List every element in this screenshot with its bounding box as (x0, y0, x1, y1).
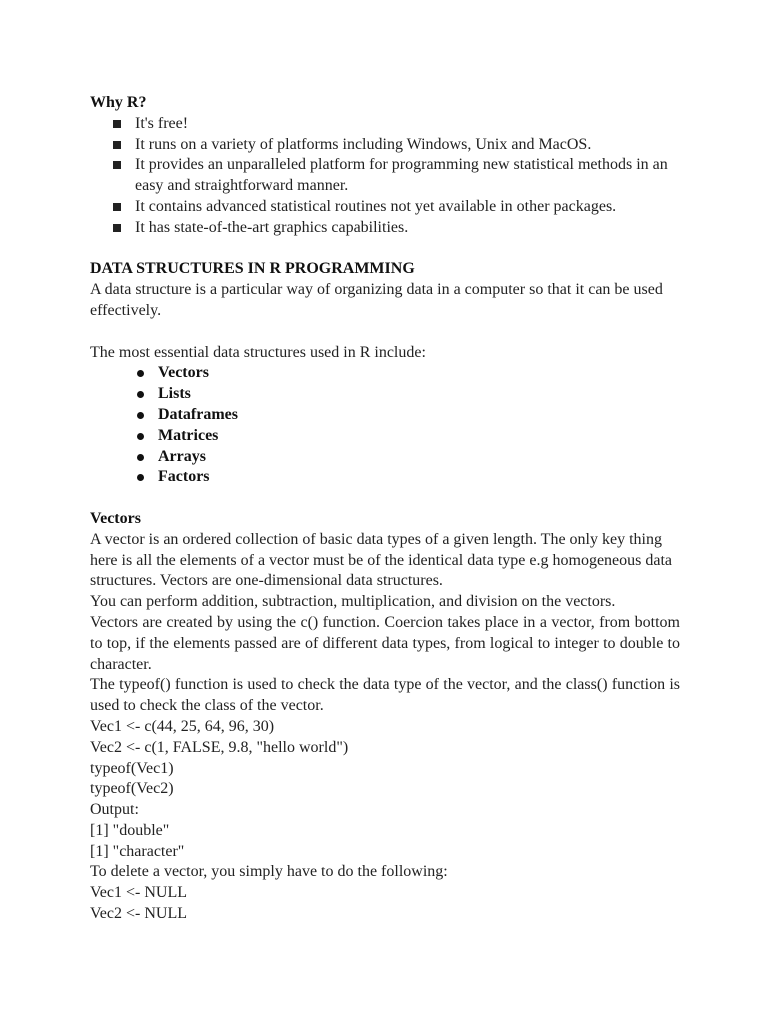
dot-bullet-icon (137, 370, 144, 377)
list-item: Vectors (90, 363, 680, 384)
code-line: Vec1 <- c(44, 25, 64, 96, 30) (90, 717, 275, 735)
document-page (90, 93, 680, 925)
vectors-paragraph-4: The typeof() function is used to check the data type of the vector, and the class() function is used to check the class of the vector. (90, 676, 680, 715)
dot-bullet-icon (137, 391, 144, 398)
code-line: Vec1 <- NULL (90, 884, 187, 902)
data-structures-intro: A data structure is a particular way of organizing data in a computer so that it can be used effectively. (90, 281, 663, 319)
dot-bullet-icon (137, 433, 144, 440)
vectors-paragraph-2: You can perform addition, subtraction, multiplication, and division on the vectors. (90, 593, 616, 611)
data-structures-heading: DATA STRUCTURES IN R PROGRAMMING (90, 260, 415, 278)
code-line: [1] "double" (90, 821, 170, 839)
dot-bullet-icon (137, 474, 144, 481)
list-item: It provides an unparalleled platform for programming new statistical methods in an easy and straightforward manner. (90, 155, 680, 197)
code-line: Output: (90, 801, 139, 819)
list-item: Matrices (90, 426, 680, 447)
square-bullet-icon (113, 141, 121, 149)
dot-bullet-icon (137, 412, 144, 419)
list-item: It runs on a variety of platforms including Windows, Unix and MacOS. (90, 135, 680, 156)
list-item: Arrays (90, 447, 680, 468)
list-item: Factors (90, 467, 680, 488)
dot-bullet-icon (137, 454, 144, 461)
list-item: It's free! (90, 114, 680, 135)
code-block (90, 717, 680, 925)
list-item: It contains advanced statistical routines not yet available in other packages. (90, 197, 680, 218)
code-line: [1] "character" (90, 842, 185, 860)
square-bullet-icon (113, 120, 121, 128)
square-bullet-icon (113, 161, 121, 169)
code-line: typeof(Vec1) (90, 759, 174, 777)
code-line: Vec2 <- c(1, FALSE, 9.8, "hello world") (90, 738, 349, 756)
list-item: Dataframes (90, 405, 680, 426)
data-structures-list (90, 363, 680, 488)
why-r-heading: Why R? (90, 94, 147, 111)
square-bullet-icon (113, 203, 121, 211)
square-bullet-icon (113, 224, 121, 232)
spacer (90, 239, 680, 260)
spacer (90, 322, 680, 343)
why-r-list (90, 114, 680, 239)
list-item: Lists (90, 384, 680, 405)
list-item: It has state-of-the-art graphics capabilities. (90, 218, 680, 239)
vectors-heading: Vectors (90, 509, 141, 527)
data-structures-list-intro: The most essential data structures used in R include: (90, 343, 426, 361)
vectors-paragraph-1: A vector is an ordered collection of basic data types of a given length. The only key thing here is all the elements of a vector must be of the identical data type e.g homogeneous data structures. Vectors are one-dimensional data structures. (90, 530, 673, 590)
code-line: Vec2 <- NULL (90, 905, 187, 923)
code-line: typeof(Vec2) (90, 780, 174, 798)
vectors-paragraph-3: Vectors are created by using the c() function. Coercion takes place in a vector, from bottom to top, if the elements passed are of different data types, from logical to integer to double to character. (90, 613, 680, 673)
code-line: To delete a vector, you simply have to do the following: (90, 863, 448, 881)
spacer (90, 488, 680, 509)
